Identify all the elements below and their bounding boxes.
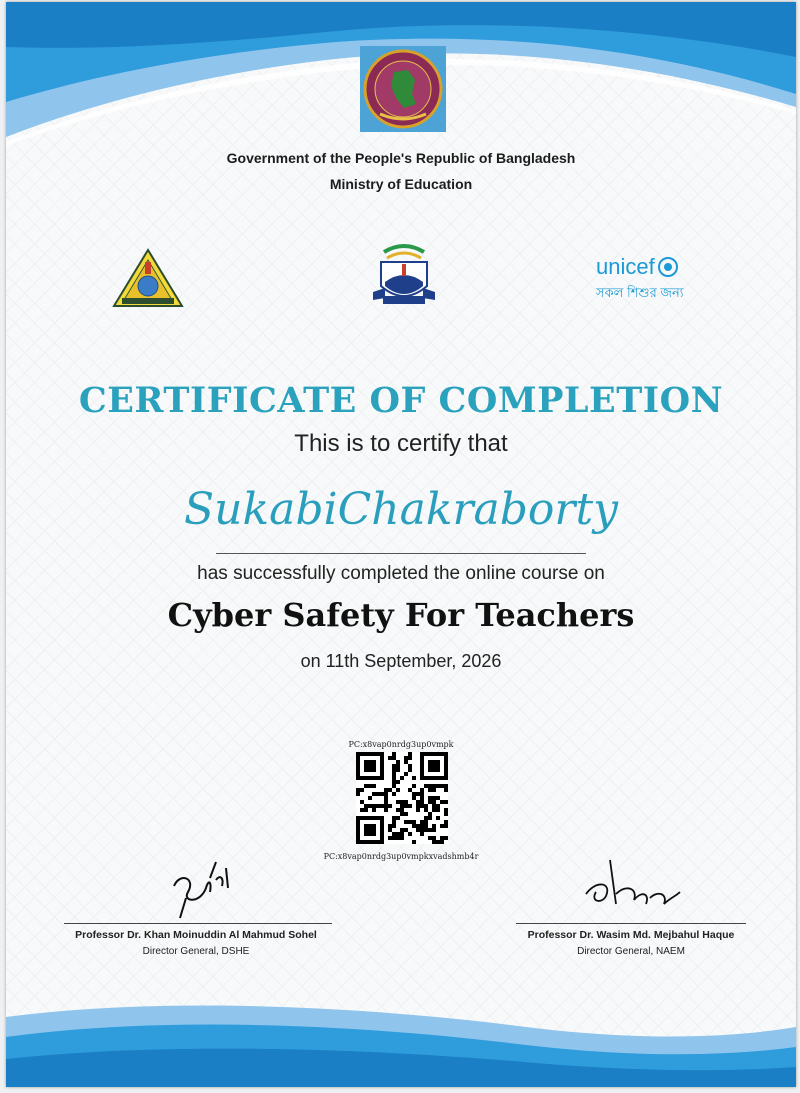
unicef-wordmark: unicef <box>596 254 655 279</box>
naem-logo <box>369 242 439 308</box>
completion-statement: has successfully completed the online course on <box>197 563 605 584</box>
completion-date: on 11th September, 2026 <box>300 651 502 671</box>
bottom-wave-decoration <box>6 997 796 1087</box>
signatory-role-dshe: Director General, DSHE <box>142 946 250 957</box>
certificate-page <box>6 2 796 1087</box>
signatory-name-naem: Professor Dr. Wasim Md. Mejbahul Haque <box>527 929 735 941</box>
government-heading: Government of the People's Republic of Bangladesh <box>226 150 576 166</box>
signature-line-naem <box>516 923 746 924</box>
signature-line-dshe <box>64 923 332 924</box>
unicef-logo <box>596 254 706 310</box>
name-underline <box>216 553 586 554</box>
recipient-name: SukabiChakraborty <box>183 484 618 535</box>
certificate-title: CERTIFICATE OF COMPLETION <box>78 380 724 421</box>
signature-naem <box>576 854 686 920</box>
verification-code-bottom: PC:x8vap0nrdg3up0vmpkxvadshmb4r <box>323 852 479 861</box>
unicef-emblem-icon <box>657 256 679 278</box>
unicef-tagline: সকল শিশুর জন্য <box>596 285 684 300</box>
signatory-name-dshe: Professor Dr. Khan Moinuddin Al Mahmud Sohel <box>75 929 317 941</box>
course-title: Cyber Safety For Teachers <box>167 596 635 634</box>
qr-code <box>356 752 448 844</box>
government-seal-logo <box>360 46 446 132</box>
signature-dshe <box>166 858 236 922</box>
ministry-heading: Ministry of Education <box>329 176 473 192</box>
certify-statement: This is to certify that <box>294 430 508 457</box>
dshe-logo <box>112 248 184 310</box>
signatory-role-naem: Director General, NAEM <box>577 946 685 957</box>
verification-code-top: PC:x8vap0nrdg3up0vmpk <box>348 740 454 749</box>
